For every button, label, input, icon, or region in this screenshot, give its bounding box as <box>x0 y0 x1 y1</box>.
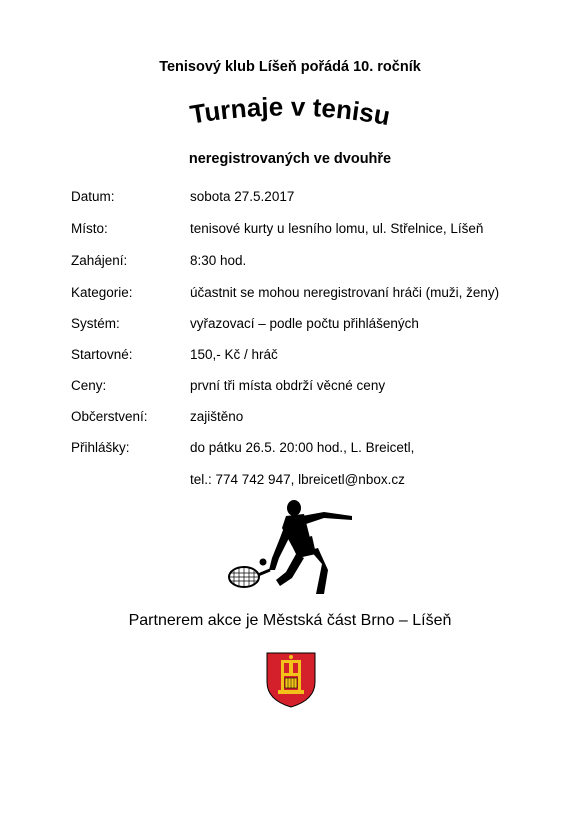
event-subtitle: neregistrovaných ve dvouhře <box>188 151 392 167</box>
detail-row-registration <box>0 440 580 462</box>
detail-value: tel.: 774 742 947, lbreicetl@nbox.cz <box>190 472 405 487</box>
detail-row-place <box>0 221 580 243</box>
detail-value: sobota 27.5.2017 <box>190 189 295 204</box>
detail-row-contact <box>0 472 580 494</box>
detail-value: vyřazovací – podle počtu přihlášených <box>190 316 419 331</box>
tennis-player-icon <box>226 498 356 598</box>
partner-line: Partnerem akce je Městská část Brno – Líšeň <box>128 612 452 629</box>
detail-value: tenisové kurty u lesního lomu, ul. Střelnice, Líšeň <box>190 221 484 236</box>
detail-label: Systém: <box>71 316 120 331</box>
detail-label: Zahájení: <box>71 253 128 268</box>
detail-label: Datum: <box>71 189 115 204</box>
detail-label: Ceny: <box>71 378 107 393</box>
detail-row-category <box>0 285 580 307</box>
detail-value: zajištěno <box>190 409 244 424</box>
event-title <box>150 92 430 148</box>
detail-row-start <box>0 253 580 275</box>
detail-value: 150,- Kč / hráč <box>190 347 278 362</box>
detail-label: Kategorie: <box>71 285 133 300</box>
coat-of-arms-icon <box>266 652 316 708</box>
detail-value: do pátku 26.5. 20:00 hod., L. Breicetl, <box>190 440 415 455</box>
detail-value: 8:30 hod. <box>190 253 247 268</box>
detail-label: Místo: <box>71 221 108 236</box>
detail-value: účastnit se mohou neregistrovaní hráči (muži, ženy) <box>190 285 500 300</box>
detail-row-prizes <box>0 378 580 400</box>
detail-label: Startovné: <box>71 347 133 362</box>
detail-row-date <box>0 189 580 211</box>
svg-text:Turnaje v tenisu <box>188 92 393 131</box>
event-title-text: Turnaje v tenisu <box>187 92 393 132</box>
detail-row-fee <box>0 347 580 369</box>
detail-row-system <box>0 316 580 338</box>
detail-value: první tři místa obdrží věcné ceny <box>190 378 386 393</box>
detail-row-refreshments <box>0 409 580 431</box>
detail-label: Přihlášky: <box>71 440 130 455</box>
detail-label: Občerstvení: <box>71 409 148 424</box>
organizer-line: Tenisový klub Líšeň pořádá 10. ročník <box>159 59 421 75</box>
